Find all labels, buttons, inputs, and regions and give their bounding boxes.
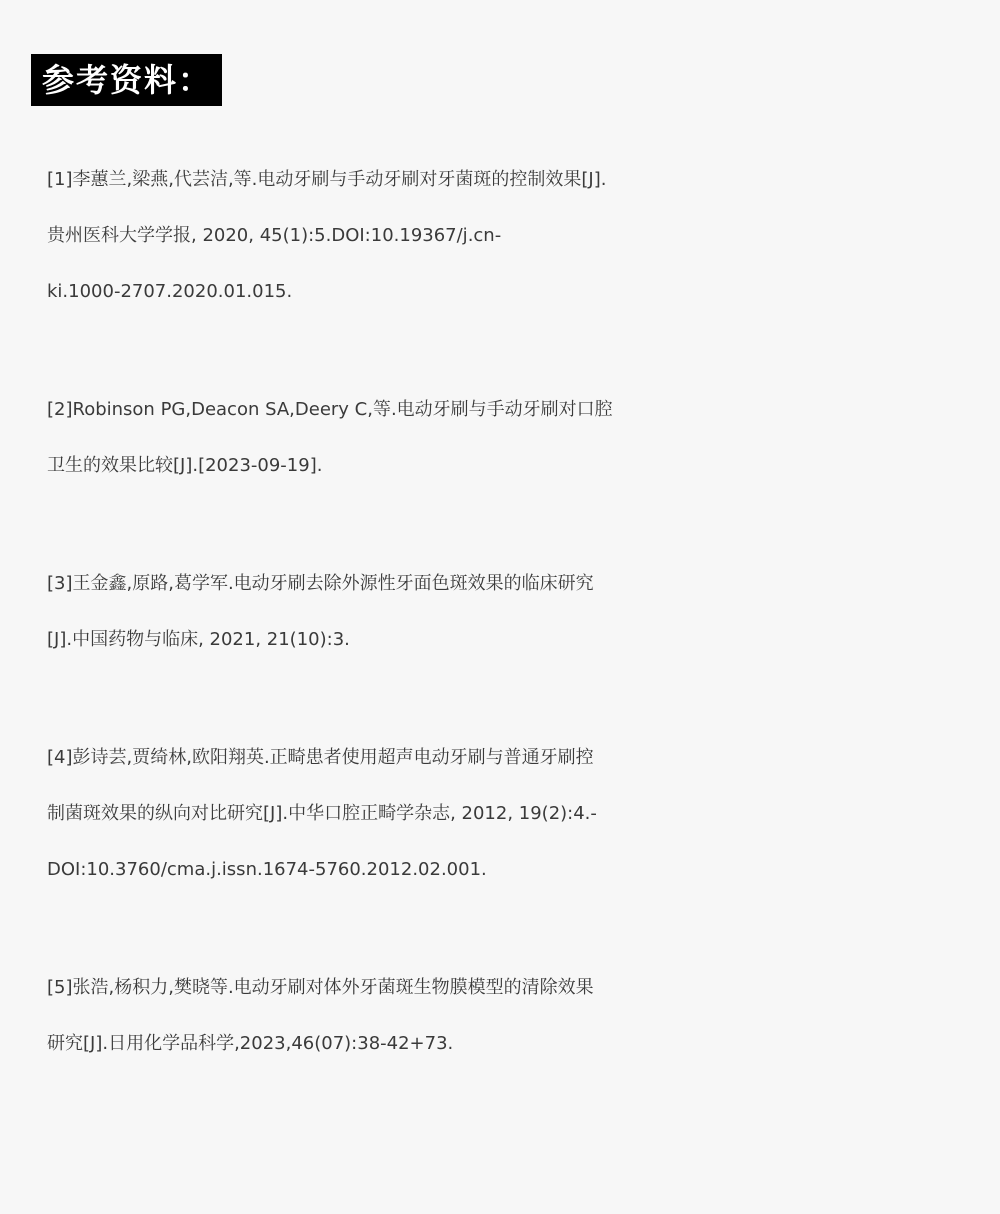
reference-item-4: [47, 730, 957, 898]
reference-line: [J].中国药物与临床, 2021, 21(10):3.: [47, 629, 350, 650]
reference-line: 制菌斑效果的纵向对比研究[J].中华口腔正畸学杂志, 2012, 19(2):4.-: [47, 803, 597, 824]
reference-item-2: [47, 382, 957, 494]
reference-line: [4]彭诗芸,贾绮林,欧阳翔英.正畸患者使用超声电动牙刷与普通牙刷控: [47, 747, 594, 768]
reference-line: DOI:10.3760/cma.j.issn.1674-5760.2012.02.001.: [47, 859, 487, 880]
references-heading: 参考资料：: [31, 54, 222, 106]
reference-line: 贵州医科大学学报, 2020, 45(1):5.DOI:10.19367/j.cn-: [47, 225, 502, 246]
reference-item-1: [47, 152, 957, 320]
reference-line: [2]Robinson PG,Deacon SA,Deery C,等.电动牙刷与手动牙刷对口腔: [47, 399, 613, 420]
reference-line: ki.1000-2707.2020.01.015.: [47, 281, 293, 302]
reference-line: 研究[J].日用化学品科学,2023,46(07):38-42+73.: [47, 1033, 454, 1054]
reference-line: [5]张浩,杨积力,樊晓等.电动牙刷对体外牙菌斑生物膜模型的清除效果: [47, 977, 594, 998]
reference-line: [3]王金鑫,原路,葛学军.电动牙刷去除外源性牙面色斑效果的临床研究: [47, 573, 594, 594]
references-list: [47, 152, 957, 1134]
reference-item-3: [47, 556, 957, 668]
reference-line: 卫生的效果比较[J].[2023-09-19].: [47, 455, 323, 476]
reference-line: [1]李蕙兰,梁燕,代芸洁,等.电动牙刷与手动牙刷对牙菌斑的控制效果[J].: [47, 169, 607, 190]
reference-item-5: [47, 960, 957, 1072]
